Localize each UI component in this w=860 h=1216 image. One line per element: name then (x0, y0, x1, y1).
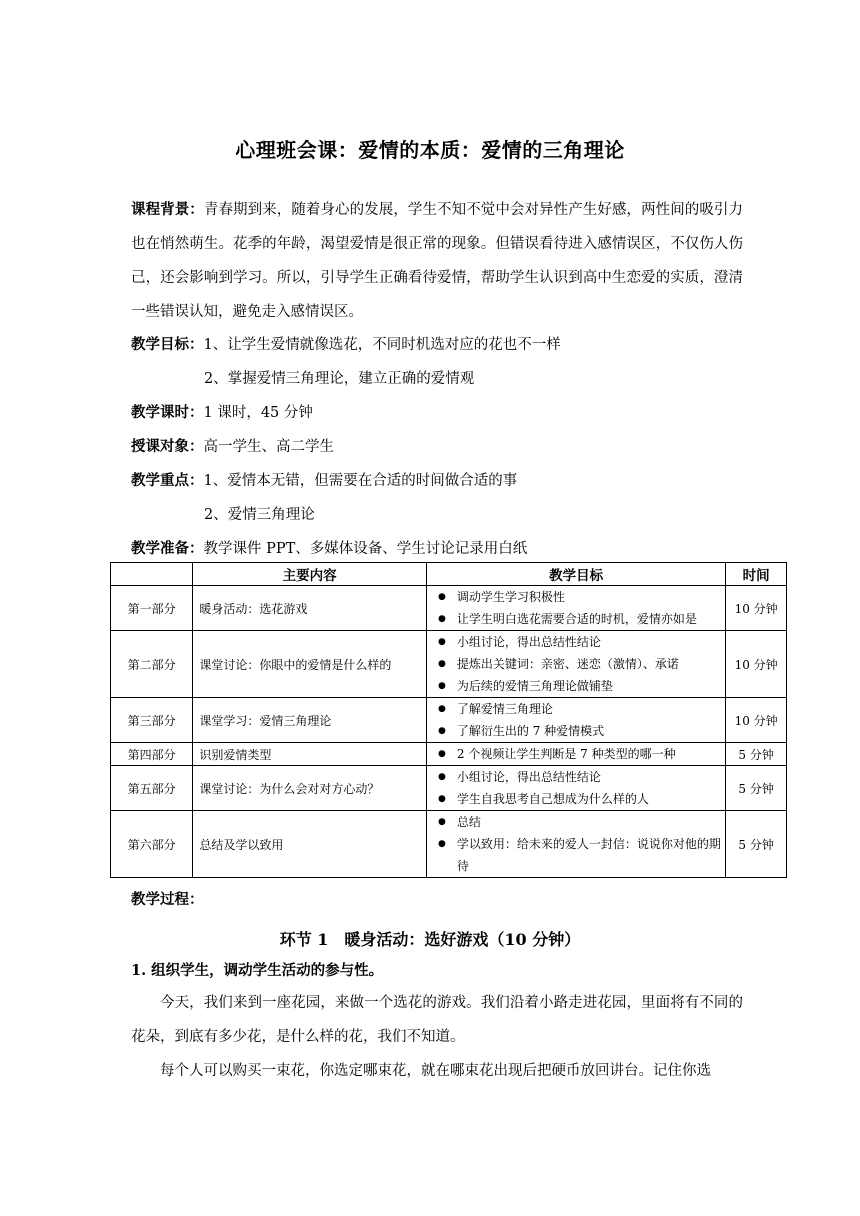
goal-list-item (427, 720, 725, 742)
focus-line-2: 2、爱情三角理论 (204, 507, 315, 523)
goal-text: 总结 (456, 815, 481, 829)
document-title: 心理班会课：爱情的本质：爱情的三角理论 (235, 138, 625, 162)
goal-list-item (427, 698, 725, 720)
body-paragraph-1: 今天，我们来到一座花园，来做一个选花的游戏。我们沿着小路走进花园，里面将有不同的花朵，到底有多少花，是什么样的花，我们不知道。 (131, 995, 743, 1045)
prep-label: 教学准备： (131, 540, 204, 557)
table-row (111, 586, 787, 631)
process-label: 教学过程： (131, 891, 204, 908)
row-content: 识别爱情类型 (193, 743, 427, 766)
bullet-icon: ● (437, 614, 446, 624)
background-paragraph (131, 193, 743, 329)
hours-text: 1 课时，45 分钟 (203, 405, 313, 421)
goal-text: 调动学生学习积极性 (456, 590, 565, 604)
row-time: 5 分钟 (726, 766, 787, 811)
bullet-icon: ● (437, 817, 446, 827)
row-goals (426, 743, 725, 766)
goal-list-item (427, 653, 725, 675)
goal-list-item (427, 833, 725, 877)
goal-list-item (427, 608, 725, 630)
goal-text: 小组讨论，得出总结性结论 (456, 635, 601, 649)
row-content: 课堂学习：爱情三角理论 (193, 698, 427, 743)
goal-list-item (427, 586, 725, 608)
goal-item: 1、让学生爱情就像选花，不同时机选对应的花也不一样 (203, 337, 561, 353)
row-goals (426, 811, 725, 878)
audience-label: 授课对象： (131, 438, 204, 455)
row-part: 第五部分 (111, 766, 193, 811)
bullet-icon: ● (437, 772, 446, 782)
row-content: 课堂讨论：你眼中的爱情是什么样的 (193, 631, 427, 698)
goal-text: 小组讨论，得出总结性结论 (456, 770, 601, 784)
header-time: 时间 (726, 563, 787, 586)
goal-list-item (427, 743, 725, 765)
row-time: 10 分钟 (726, 698, 787, 743)
table-row (111, 766, 787, 811)
background-label: 课程背景： (131, 201, 204, 218)
hours-label: 教学课时： (131, 404, 204, 421)
goal-text: 让学生明白选花需要合适的时机，爱情亦如是 (456, 612, 697, 626)
background-text: 青春期到来，随着身心的发展，学生不知不觉中会对异性产生好感，两性间的吸引力也在悄然萌生。花季的年龄，渴望爱情是很正常的现象。但错误看待进入感情误区，不仅伤人伤己，还会影响到学习。所以，引导学生正确看待爱情，帮助学生认识到高中生恋爱的实质，澄清一些错误认知，避免走入感情误区。 (131, 202, 744, 320)
bullet-icon: ● (437, 659, 446, 669)
row-part: 第一部分 (111, 586, 193, 631)
bullet-icon: ● (437, 592, 446, 602)
row-time: 5 分钟 (726, 811, 787, 878)
goal-list-item (427, 675, 725, 697)
goal-text: 提炼出关键词：亲密、迷恋（激情）、承诺 (456, 657, 679, 671)
table-row (111, 811, 787, 878)
bullet-icon: ● (437, 839, 446, 849)
body-paragraph-2: 每个人可以购买一束花，你选定哪束花，就在哪束花出现后把硬币放回讲台。记住你选 (160, 1063, 711, 1079)
goal-text: 了解衍生出的 7 种爱情模式 (456, 724, 605, 738)
row-goals (426, 766, 725, 811)
goals-line-2: 2、掌握爱情三角理论，建立正确的爱情观 (204, 371, 475, 387)
bullet-icon: ● (437, 794, 446, 804)
audience-text: 高一学生、高二学生 (203, 439, 334, 455)
goal-text: 学以致用：给未来的爱人一封信：说说你对他的期待 (456, 837, 721, 873)
row-content: 暖身活动：选花游戏 (193, 586, 427, 631)
row-part: 第四部分 (111, 743, 193, 766)
table-row (111, 631, 787, 698)
row-time: 5 分钟 (726, 743, 787, 766)
row-content: 课堂讨论：为什么会对对方心动？ (193, 766, 427, 811)
audience-line (131, 435, 334, 456)
hours-line (131, 401, 313, 422)
row-goals (426, 631, 725, 698)
row-content: 总结及学以致用 (193, 811, 427, 878)
header-goals: 教学目标 (426, 563, 725, 586)
prep-text: 教学课件 PPT、多媒体设备、学生讨论记录用白纸 (203, 541, 528, 557)
row-time: 10 分钟 (726, 586, 787, 631)
bullet-icon: ● (437, 749, 446, 759)
bullet-icon: ● (437, 704, 446, 714)
section-heading: 环节 1 暖身活动：选好游戏（10 分钟） (279, 930, 581, 949)
goal-list-item (427, 811, 725, 833)
goal-list-item (427, 766, 725, 788)
table-body (111, 586, 787, 878)
row-time: 10 分钟 (726, 631, 787, 698)
step-heading: 1. 组织学生，调动学生活动的参与性。 (131, 962, 384, 979)
goals-line-1 (131, 333, 561, 354)
goal-text: 2 个视频让学生判断是 7 种类型的哪一种 (456, 747, 676, 761)
prep-line (131, 537, 527, 558)
table-header-row (111, 563, 787, 586)
focus-line-1 (131, 469, 517, 490)
focus-item: 1、爱情本无错，但需要在合适的时间做合适的事 (203, 473, 518, 489)
header-content: 主要内容 (193, 563, 427, 586)
row-goals (426, 698, 725, 743)
goal-text: 为后续的爱情三角理论做铺垫 (456, 679, 613, 693)
goal-list-item (427, 631, 725, 653)
goal-text: 了解爱情三角理论 (456, 702, 553, 716)
row-goals (426, 586, 725, 631)
row-part: 第三部分 (111, 698, 193, 743)
row-part: 第二部分 (111, 631, 193, 698)
header-blank (111, 563, 193, 586)
goals-label: 教学目标： (131, 336, 204, 353)
bullet-icon: ● (437, 637, 446, 647)
bullet-icon: ● (437, 726, 446, 736)
table-row (111, 743, 787, 766)
goal-list-item (427, 788, 725, 810)
table-row (111, 698, 787, 743)
goal-text: 学生自我思考自己想成为什么样的人 (456, 792, 649, 806)
lesson-plan-table (110, 562, 787, 878)
bullet-icon: ● (437, 681, 446, 691)
focus-label: 教学重点： (131, 472, 204, 489)
row-part: 第六部分 (111, 811, 193, 878)
